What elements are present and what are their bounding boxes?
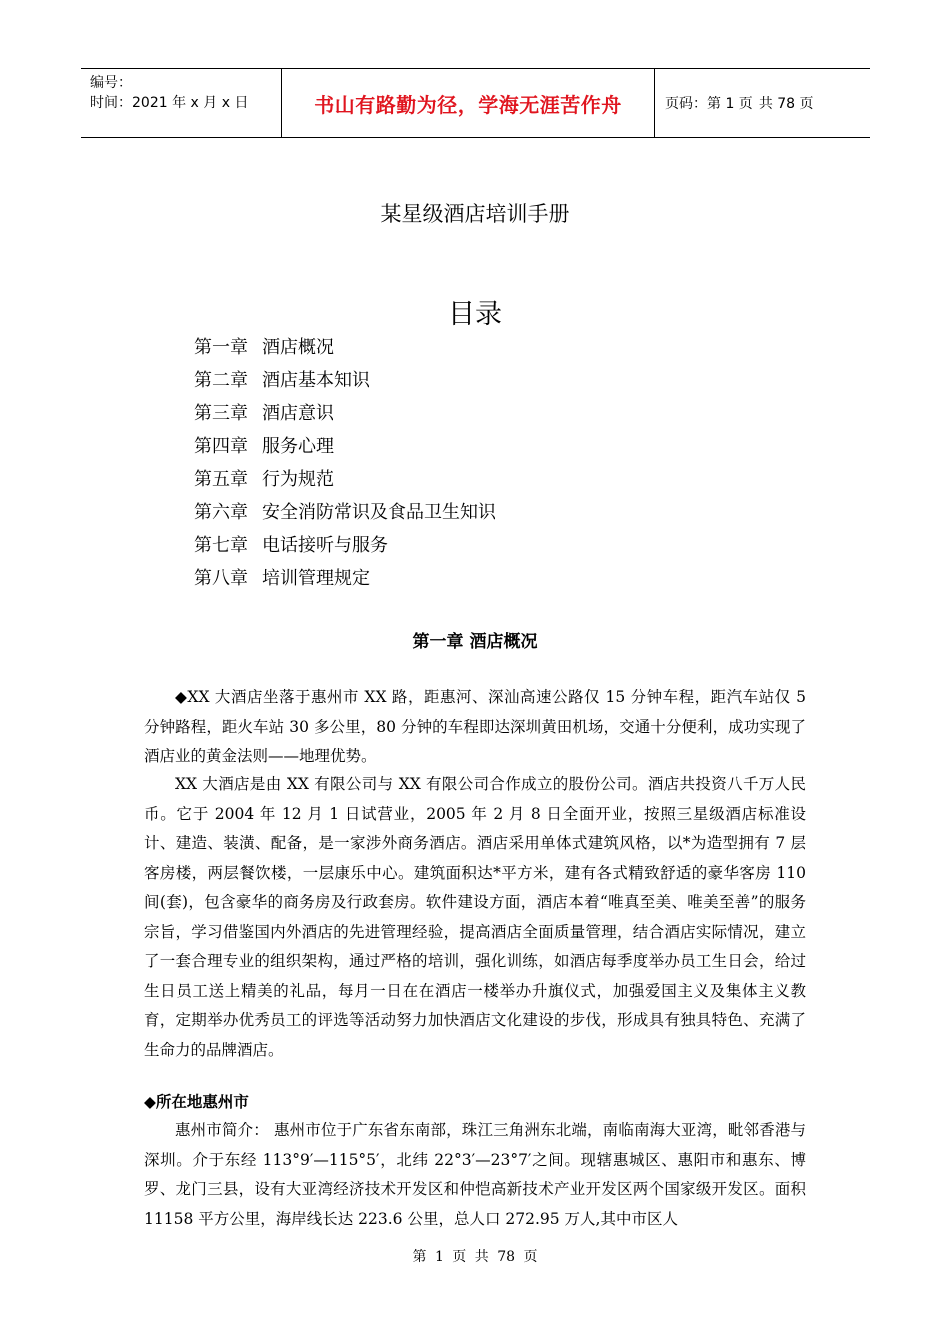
header-meta-cell <box>81 69 282 137</box>
toc-item[interactable] <box>194 533 496 566</box>
toc-chapter-number: 第七章 <box>194 535 248 556</box>
chapter-heading: 第一章 酒店概况 <box>412 632 538 652</box>
document-number-label: 编号： <box>90 75 132 91</box>
paragraph-text: XX 大酒店是由 XX 有限公司与 XX 有限公司合作成立的股份公司。酒店共投资八千万人民币。它于 2004 年 12 月 1 日试营业，2005 年 2 月 8 日全面开业，按照三星级酒店标准设计、建造、装潢、配备，是一家涉外商务酒店。酒店采用单体式建筑风格，以*为造型拥有 7 层客房楼，两层餐饮楼，一层康乐中心。建筑面积达*平方米，建有各式精致舒适的豪华客房 110 间(套)，包含豪华的商务房及行政套房。软件建设方面，酒店本着“唯真至美、唯美至善”的服务宗旨，学习借鉴国内外酒店的先进管理经验，提高酒店全面质量管理，结合酒店实际情况，建立了一套合理专业的组织架构，通过严格的培训，强化训练，如酒店每季度举办员工生日会，给过生日员工送上精美的礼品，每月一日在在酒店一楼举办升旗仪式，加强爱国主义及集体主义教育，定期举办优秀员工的评选等活动努力加快酒店文化建设的步伐，形成具有独具特色、充满了生命力的品牌酒店。 <box>144 775 806 1059</box>
page-info-cell <box>655 69 870 137</box>
toc-chapter-title: 酒店概况 <box>262 337 334 358</box>
toc-chapter-number: 第二章 <box>194 370 248 391</box>
total-pages-label: 共 78 页 <box>758 96 814 112</box>
page-footer: 第 1 页 共 78 页 <box>412 1249 538 1265</box>
toc-chapter-title: 酒店意识 <box>262 403 334 424</box>
toc-item[interactable] <box>194 335 496 368</box>
toc-item[interactable] <box>194 368 496 401</box>
motto: 书山有路勤为径，学海无涯苦作舟 <box>282 69 655 137</box>
date-line: 时间：2021 年 x 月 x 日 <box>90 95 249 111</box>
header-table <box>81 68 870 138</box>
page-number-label: 页码：第 1 页 <box>665 96 753 112</box>
toc-chapter-title: 酒店基本知识 <box>262 370 370 391</box>
body-paragraph-city <box>144 1116 806 1234</box>
toc-chapter-number: 第六章 <box>194 502 248 523</box>
toc-title: 目录 <box>448 299 502 330</box>
toc-item[interactable] <box>194 500 496 533</box>
toc-chapter-number: 第四章 <box>194 436 248 457</box>
document-title: 某星级酒店培训手册 <box>380 202 570 226</box>
toc-chapter-number: 第五章 <box>194 469 248 490</box>
table-of-contents <box>194 335 496 599</box>
toc-chapter-title: 行为规范 <box>262 469 334 490</box>
toc-chapter-title: 培训管理规定 <box>262 568 370 589</box>
toc-chapter-number: 第八章 <box>194 568 248 589</box>
toc-chapter-title: 安全消防常识及食品卫生知识 <box>262 502 496 523</box>
body-paragraph-company <box>144 770 806 1065</box>
toc-item[interactable] <box>194 401 496 434</box>
toc-chapter-title: 电话接听与服务 <box>262 535 388 556</box>
body-paragraph-location <box>144 683 806 772</box>
toc-item[interactable] <box>194 434 496 467</box>
toc-chapter-title: 服务心理 <box>262 436 334 457</box>
paragraph-text: ◆XX 大酒店坐落于惠州市 XX 路，距惠河、深汕高速公路仅 15 分钟车程，距汽车站仅 5 分钟路程，距火车站 30 多公里，80 分钟的车程即达深圳黄田机场，交通十分便利，成功实现了酒店业的黄金法则——地理优势。 <box>144 688 806 765</box>
toc-item[interactable] <box>194 566 496 599</box>
toc-chapter-number: 第一章 <box>194 337 248 358</box>
toc-item[interactable] <box>194 467 496 500</box>
toc-chapter-number: 第三章 <box>194 403 248 424</box>
section-heading: ◆所在地惠州市 <box>144 1093 249 1111</box>
paragraph-text: 惠州市简介： 惠州市位于广东省东南部，珠江三角洲东北端，南临南海大亚湾，毗邻香港与深圳。介于东经 113°9′—115°5′，北纬 22°3′—23°7′之间。现辖惠城区、惠阳市和惠东、博罗、龙门三县，设有大亚湾经济技术开发区和仲恺高新技术产业开发区两个国家级开发区。面积 11158 平方公里，海岸线长达 223.6 公里，总人口 272.95 万人,其中市区人 <box>144 1121 806 1228</box>
